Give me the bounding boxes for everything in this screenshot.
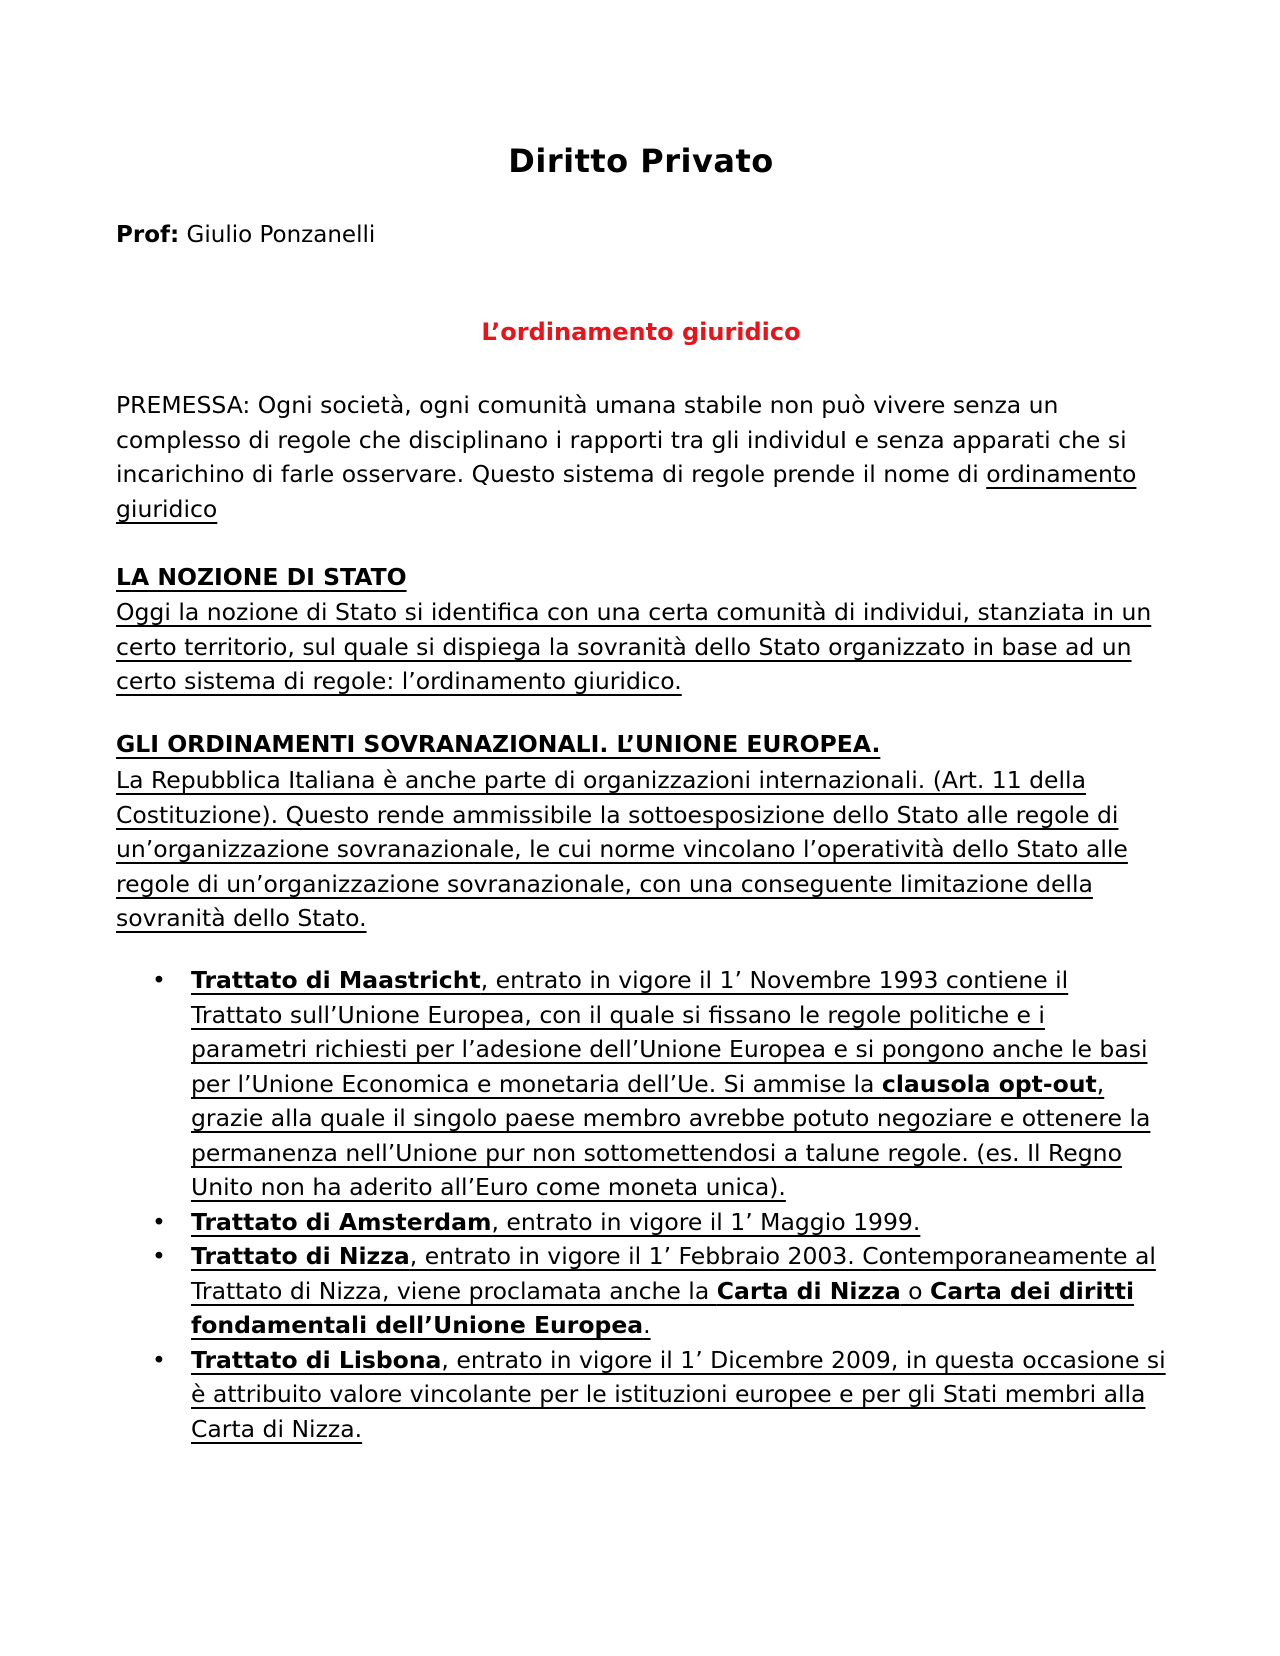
treaty-name: Trattato di Lisbona <box>191 1345 442 1374</box>
document-title: Diritto Privato <box>508 142 774 180</box>
premessa-underlined-term: ordinamento giuridico <box>116 460 1137 523</box>
treaty-name: Trattato di Maastricht <box>191 966 481 994</box>
professor-name: Giulio Ponzanelli <box>179 222 376 248</box>
treaty-bold-term: Carta di Nizza <box>716 1276 901 1305</box>
sovranazionali-heading: GLI ORDINAMENTI SOVRANAZIONALI. L’UNIONE EUROPEA. <box>116 730 881 758</box>
section-title: L’ordinamento giuridico <box>481 318 801 346</box>
professor-label: Prof: <box>116 222 180 248</box>
treaty-text: , entrato in vigore il 1’ Febbraio 2003. Contemporaneamente al Trattato di Nizza, viene proclamata anche la <box>191 1242 1156 1305</box>
treaty-text: , entrato in vigore il 1’ Novembre 1993 contiene il Trattato sull’Unione Europea, con il quale si fissano le regole politiche e i parametri richiesti per l’adesione dell’Unione Europea e si pongono anche le basi per l’Unione Economica e monetaria dell’Ue. Si ammise la <box>191 966 1148 1098</box>
premessa-text: PREMESSA: Ogni società, ogni comunità umana stabile non può vivere senza un complesso di regole che disciplinano i rapporti tra gli individuI e senza apparati che si incarichino di farle osservare. Questo sistema di regole prende il nome di <box>116 391 1127 488</box>
list-item <box>116 1205 1166 1240</box>
bullet-icon: • <box>152 966 166 994</box>
stato-heading: LA NOZIONE DI STATO <box>116 563 407 591</box>
treaty-text: , entrato in vigore il 1’ Maggio 1999. <box>491 1207 921 1236</box>
list-item <box>116 1239 1166 1343</box>
treaty-text: . <box>643 1311 651 1339</box>
treaty-text: , entrato in vigore il 1’ Dicembre 2009, in questa occasione si è attribuito valore vincolante per le istituzioni europee e per gli Stati membri alla Carta di Nizza. <box>191 1345 1166 1443</box>
list-item <box>116 1343 1166 1447</box>
stato-paragraph: Oggi la nozione di Stato si identifica con una certa comunità di individui, stanziata in un certo territorio, sul quale si dispiega la sovranità dello Stato organizzato in base ad un certo sistema di regole: l’ordinamento giuridico. <box>116 598 1152 695</box>
bullet-icon: • <box>152 1345 166 1374</box>
treaty-text: , grazie alla quale il singolo paese membro avrebbe potuto negoziare e ottenere la permanenza nell’Unione pur non sottomettendosi a talune regole. (es. Il Regno Unito non ha aderito all’Euro come moneta unica). <box>191 1069 1151 1201</box>
treaty-bold-term: Carta dei diritti fondamentali dell’Unione Europea <box>191 1276 1135 1339</box>
list-item <box>116 963 1166 1205</box>
premessa-paragraph <box>116 388 1166 526</box>
treaty-name: Trattato di Amsterdam <box>191 1207 492 1236</box>
treaty-name: Trattato di Nizza <box>191 1242 410 1270</box>
treaty-bold-term: clausola opt-out <box>881 1069 1097 1098</box>
treaty-text: o <box>900 1276 931 1305</box>
bullet-icon: • <box>152 1207 166 1236</box>
bullet-icon: • <box>152 1242 166 1270</box>
treaties-list <box>116 963 1166 1446</box>
sovranazionali-paragraph: La Repubblica Italiana è anche parte di organizzazioni internazionali. (Art. 11 della Costituzione). Questo rende ammissibile la sottoesposizione dello Stato alle regole di un’organizzazione sovranazionale, le cui norme vincolano l’operatività dello Stato alle regole di un’organizzazione sovranazionale, con una conseguente limitazione della sovranità dello Stato. <box>116 766 1128 932</box>
professor-line <box>116 222 375 248</box>
